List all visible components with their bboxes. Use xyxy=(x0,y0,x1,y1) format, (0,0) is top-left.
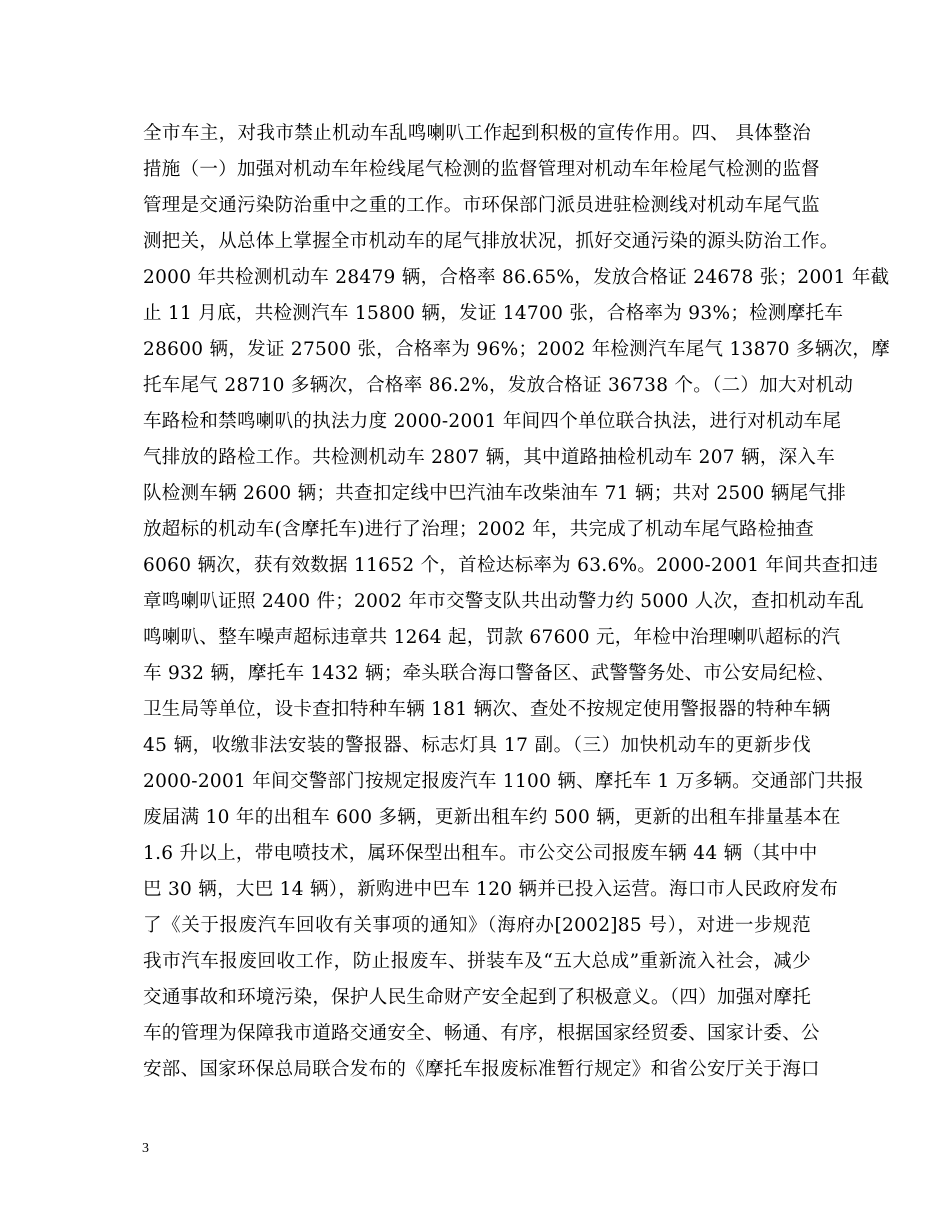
text-line: 管理是交通污染防治重中之重的工作。市环保部门派员进驻检测线对机动车尾气监 xyxy=(143,195,820,216)
text-line: 2000-2001 年间交警部门按规定报废汽车 1100 辆、摩托车 1 万多辆。交通部门共报 xyxy=(143,771,864,792)
text-line: 车 932 辆，摩托车 1432 辆；牵头联合海口警备区、武警警务处、市公安局纪检、 xyxy=(143,663,836,684)
body-text xyxy=(143,116,891,1088)
text-line: 巴 30 辆，大巴 14 辆），新购进中巴车 120 辆并已投入运营。海口市人民政府发布 xyxy=(143,879,839,900)
text-line: 28600 辆，发证 27500 张，合格率为 96%；2002 年检测汽车尾气 13870 多辆次，摩 xyxy=(143,339,891,360)
text-line: 我市汽车报废回收工作，防止报废车、拼装车及“五大总成”重新流入社会，减少 xyxy=(143,951,811,972)
text-line: 1.6 升以上，带电喷技术，属环保型出租车。市公交公司报废车辆 44 辆（其中中 xyxy=(143,843,818,864)
text-line: 全市车主，对我市禁止机动车乱鸣喇叭工作起到积极的宣传作用。四、 具体整治 xyxy=(143,123,811,144)
page-number: 3 xyxy=(142,1141,149,1156)
text-line: 措施（一）加强对机动车年检线尾气检测的监督管理对机动车年检尾气检测的监督 xyxy=(143,159,820,180)
text-line: 车的管理为保障我市道路交通安全、畅通、有序，根据国家经贸委、国家计委、公 xyxy=(143,1023,820,1044)
text-line: 废届满 10 年的出租车 600 多辆，更新出租车约 500 辆，更新的出租车排量基本在 xyxy=(143,807,841,828)
text-line: 托车尾气 28710 多辆次，合格率 86.2%，发放合格证 36738 个。（二）加大对机动 xyxy=(143,375,854,396)
text-line: 鸣喇叭、整车噪声超标违章共 1264 起，罚款 67600 元，年检中治理喇叭超标的汽 xyxy=(143,627,841,648)
text-line: 测把关，从总体上掌握全市机动车的尾气排放状况，抓好交通污染的源头防治工作。 xyxy=(143,231,839,252)
text-line: 安部、国家环保总局联合发布的《摩托车报废标准暂行规定》和省公安厅关于海口 xyxy=(143,1059,820,1080)
text-line: 45 辆，收缴非法安装的警报器、标志灯具 17 副。（三）加快机动车的更新步伐 xyxy=(143,735,811,756)
text-line: 卫生局等单位，设卡查扣特种车辆 181 辆次、查处不按规定使用警报器的特种车辆 xyxy=(143,699,831,720)
text-line: 放超标的机动车(含摩托车)进行了治理；2002 年，共完成了机动车尾气路检抽查 xyxy=(143,519,815,540)
text-line: 章鸣喇叭证照 2400 件；2002 年市交警支队共出动警力约 5000 人次，查扣机动车乱 xyxy=(143,591,864,612)
text-line: 交通事故和环境污染，保护人民生命财产安全起到了积极意义。（四）加强对摩托 xyxy=(143,987,811,1008)
text-line: 止 11 月底，共检测汽车 15800 辆，发证 14700 张，合格率为 93%；检测摩托车 xyxy=(143,303,844,324)
text-line: 了《关于报废汽车回收有关事项的通知》（海府办[2002]85 号），对进一步规范 xyxy=(143,915,811,936)
text-line: 气排放的路检工作。共检测机动车 2807 辆，其中道路抽检机动车 207 辆，深入车 xyxy=(143,447,836,468)
text-line: 车路检和禁鸣喇叭的执法力度 2000-2001 年间四个单位联合执法，进行对机动车尾 xyxy=(143,411,842,432)
text-line: 2000 年共检测机动车 28479 辆，合格率 86.65%，发放合格证 24678 张；2001 年截 xyxy=(143,267,890,288)
text-line: 队检测车辆 2600 辆；共查扣定线中巴汽油车改柴油车 71 辆；共对 2500 辆尾气排 xyxy=(143,483,846,504)
text-line: 6060 辆次，获有效数据 11652 个，首检达标率为 63.6%。2000-2001 年间共查扣违 xyxy=(143,555,879,576)
